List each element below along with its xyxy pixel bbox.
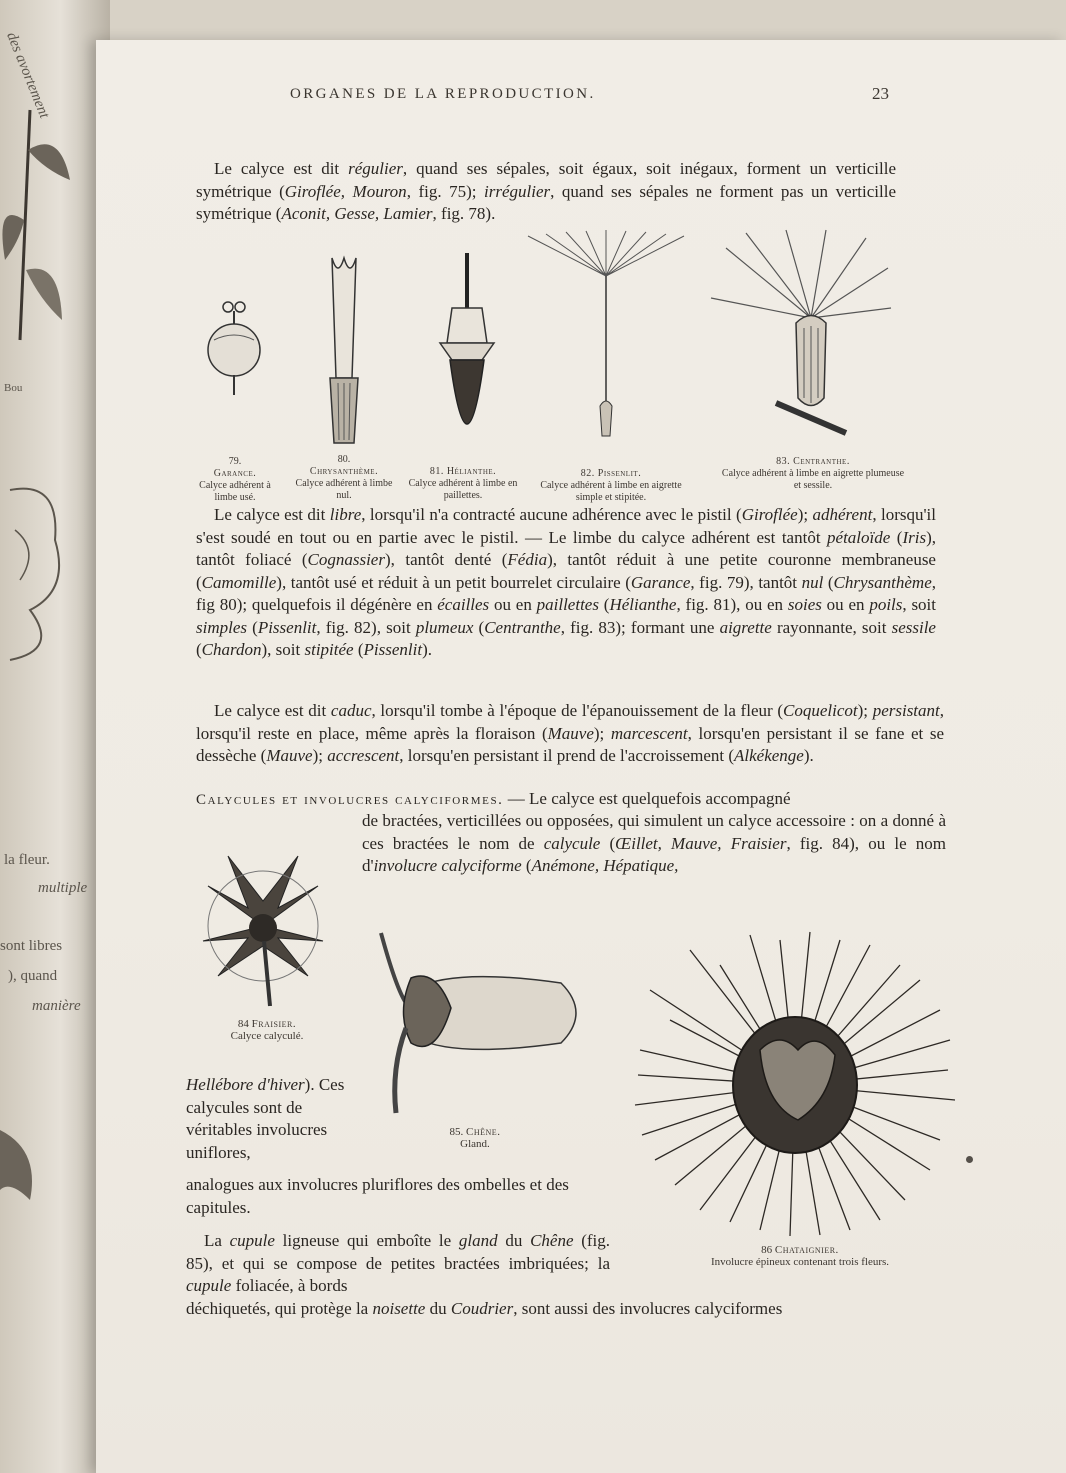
italic-term: Chêne (530, 1231, 574, 1250)
text-run: ); (857, 701, 873, 720)
italic-term: Pissenlit (363, 640, 423, 659)
italic-term: sessile (891, 617, 936, 637)
caption-fig-81 (408, 466, 518, 502)
caption-description: Gland. (460, 1138, 490, 1150)
text-run: ( (247, 617, 258, 637)
italic-term: libre (329, 505, 362, 524)
left-facing-page (0, 0, 110, 1473)
text-run: ( (890, 527, 903, 547)
caption-name: Chataignier. (774, 1244, 839, 1256)
left-page-bird-illustration (0, 1120, 40, 1210)
text-run: ), tantôt usé et réduit à un petit bourrelet circulaire ( (276, 572, 631, 592)
text-run: ); (593, 723, 611, 743)
ink-speck (966, 1156, 973, 1163)
figure-81-helianthe (432, 248, 502, 458)
figure-80-chrysantheme (314, 248, 374, 448)
caption-number: 81. Hélianthe. (429, 466, 497, 477)
italic-term: simples (196, 617, 247, 637)
paragraph-cupule-last-line (186, 1298, 992, 1321)
italic-term: soies (787, 595, 822, 614)
left-page-fragment: sont libres (0, 938, 63, 954)
caption-name: Fraisier. (251, 1018, 297, 1030)
caption-number: 86 (761, 1244, 773, 1256)
text-run: ( (353, 640, 364, 659)
text-run: , fig. 75); (406, 181, 485, 201)
italic-term: involucre calyciforme (373, 856, 522, 875)
italic-term: Anémone, Hépatique, (531, 856, 679, 875)
caption-number: 83. Centranthe. (776, 456, 850, 467)
paragraph-calycules-end: analogues aux involucres pluriflores des ombelles et des capitules. (186, 1175, 569, 1217)
caption-number: 79. (228, 456, 242, 467)
text-run: Le calyce est dit (214, 159, 349, 178)
text-run: ( (473, 617, 485, 637)
italic-term: noisette (372, 1299, 426, 1318)
caption-fig-85 (430, 1126, 520, 1150)
italic-term: calycule (543, 833, 601, 853)
text-run: , fig. 81), ou en (676, 595, 788, 614)
italic-term: écailles (437, 595, 490, 614)
italic-term: plumeux (415, 617, 474, 637)
text-run: ligneuse qui emboîte le (274, 1231, 459, 1250)
italic-term: régulier (348, 159, 403, 178)
text-run: déchiquetés, qui protège la (186, 1299, 373, 1318)
text-run: , fig. 84), ou le nom d' (362, 833, 946, 875)
text-run: foliacée, à bords (231, 1276, 348, 1295)
caption-number: 85. (449, 1126, 464, 1138)
italic-term: persistant (872, 701, 940, 720)
left-page-fragment: ), quand (8, 968, 58, 984)
text-run: ), tantôt réduit à une petite couronne membraneuse ( (196, 550, 936, 592)
caption-description: Calyce calyculé. (230, 1030, 304, 1042)
text-run: ), tantôt foliacé ( (196, 527, 936, 569)
paragraph-calycules-first-line (196, 788, 946, 812)
caption-description: Involucre épineux contenant trois fleurs. (710, 1256, 890, 1268)
text-run: , fig. 83); formant une (560, 617, 720, 637)
paragraph-cupule (186, 1230, 610, 1298)
text-run: ( (521, 856, 532, 875)
text-run: ). (422, 640, 432, 659)
figure-84-fraisier (188, 846, 338, 1011)
text-run: , sont aussi des involucres calyciformes (513, 1299, 783, 1318)
caption-description: Calyce adhérent à limbe en paillettes. (408, 478, 518, 501)
left-page-fragment: des avortement (3, 30, 53, 121)
text-run: ( (598, 595, 610, 614)
text-run: , lorsqu'en persistant il se fane et se dessèche ( (196, 723, 944, 765)
paragraph-calycules-continued (186, 1074, 358, 1164)
italic-term: cupule (229, 1231, 275, 1250)
text-run: Le calyce est dit (214, 701, 331, 720)
text-run: , lorsqu'il s'est soudé en tout ou en partie avec le pistil. — Le limbe du calyce adhérent est tantôt (196, 505, 936, 547)
paragraph-calyce-regulier (196, 158, 896, 226)
italic-term: marcescent (610, 723, 688, 743)
italic-term: Cognassier (307, 550, 385, 569)
italic-term: Giroflée (741, 505, 798, 524)
text-run: , lorsqu'il reste en place, même après la floraison ( (196, 701, 944, 743)
italic-term: Mauve (266, 746, 313, 765)
italic-term: Aconit, Gesse, Lamier (281, 204, 433, 223)
text-run: , fig 80); quelquefois il dégénère en (196, 572, 937, 614)
italic-term: Hélianthe (609, 595, 677, 614)
text-run: (fig. 85), et qui se compose de petites bractées imbriquées; la (186, 1231, 611, 1273)
text-run: , lorsqu'il tombe à l'époque de l'épanouissement de la fleur ( (371, 701, 783, 720)
italic-term: Chrysanthème (833, 572, 932, 592)
italic-term: cupule (186, 1276, 232, 1295)
italic-term: irrégulier (484, 181, 551, 201)
text-run: rayonnante, soit (771, 617, 892, 637)
italic-term: paillettes (536, 595, 599, 614)
caption-description: Calyce adhérent à limbe usé. (199, 480, 271, 503)
text-run: du (497, 1231, 531, 1250)
paragraph-calycules-body (362, 810, 946, 878)
italic-term: Hellébore d'hiver (186, 1075, 305, 1094)
caption-fig-86 (680, 1244, 920, 1268)
italic-term: aigrette (719, 617, 772, 637)
italic-term: gland (458, 1231, 498, 1250)
left-page-flower-illustration (0, 470, 70, 670)
italic-term: Alkékenge (734, 746, 804, 765)
figure-86-chataignier (630, 930, 960, 1240)
figure-85-chene (376, 928, 596, 1118)
text-run: ); (312, 746, 328, 765)
paragraph-calyce-caduc (196, 700, 944, 768)
italic-term: adhérent (812, 505, 873, 524)
caption-fig-82 (536, 468, 686, 504)
text-run: ). Ces calycules sont de véritables involucres uniflores, (186, 1075, 345, 1162)
italic-term: nul (801, 572, 824, 592)
italic-term: pétaloïde (827, 527, 891, 547)
text-run: ou en (821, 595, 870, 614)
italic-term: Œillet, Mauve, Fraisier (615, 833, 787, 853)
text-run: ), tantôt denté ( (384, 550, 508, 569)
section-heading: Calycules et involucres calyciformes. (196, 792, 504, 808)
italic-term: Mauve (547, 723, 594, 743)
italic-term: Garance (630, 572, 691, 592)
text-run: ); (797, 505, 813, 524)
italic-term: Fédia (507, 550, 548, 569)
italic-term: Pissenlit (257, 617, 317, 637)
left-page-plant-illustration (0, 90, 80, 350)
text-run: ( (823, 572, 834, 592)
page-number: 23 (872, 84, 889, 103)
figure-83-centranthe (706, 228, 896, 438)
text-run: du (425, 1299, 451, 1318)
caption-number: 80. (337, 454, 351, 465)
text-run: La (204, 1231, 230, 1250)
text-run: ou en (489, 595, 537, 614)
caption-fig-84 (212, 1018, 322, 1042)
caption-fig-80 (294, 454, 394, 502)
text-run: ( (196, 640, 202, 659)
text-run: , fig. 78). (432, 204, 496, 223)
italic-term: Coquelicot (783, 701, 858, 720)
text-run: , fig. 82), soit (316, 617, 416, 637)
text-run: ), soit (261, 640, 305, 659)
italic-term: Giroflée, Mouron (284, 181, 407, 201)
text-run: , lorsqu'en persistant il prend de l'accroissement ( (399, 746, 734, 765)
caption-name: Garance. (213, 468, 257, 479)
italic-term: Chardon (201, 640, 262, 659)
text-run: , fig. 79), tantôt (690, 572, 802, 592)
italic-term: Camomille (201, 572, 277, 592)
text-run: , quand ses sépales ne forment pas un verticille symétrique ( (196, 181, 896, 223)
caption-name: Chêne. (466, 1126, 501, 1138)
caption-description: Calyce adhérent à limbe en aigrette simple et stipitée. (540, 480, 682, 503)
italic-term: accrescent (327, 746, 400, 765)
text-run: , soit (902, 595, 937, 614)
left-page-fragment: la fleur. (4, 852, 50, 868)
caption-number: 82. Pissenlit. (580, 468, 642, 479)
text-run: ( (600, 833, 616, 853)
italic-term: Coudrier (450, 1299, 514, 1318)
caption-description: Calyce adhérent à limbe nul. (295, 478, 393, 501)
caption-description: Calyce adhérent à limbe en aigrette plumeuse et sessile. (721, 468, 905, 491)
left-page-fragment: manière (32, 998, 81, 1014)
text-run: ). (803, 746, 814, 765)
left-page-fragment: Bou (4, 382, 23, 394)
left-page-fragment: multiple (38, 880, 88, 896)
running-head: ORGANES DE LA REPRODUCTION. (290, 86, 596, 102)
figure-82-pissenlit (526, 226, 686, 446)
text-run: Le calyce est dit (214, 505, 330, 524)
text-run: , lorsqu'il n'a contracté aucune adhérence avec le pistil ( (361, 505, 742, 524)
italic-term: Iris (902, 527, 927, 547)
italic-term: stipitée (304, 640, 354, 659)
italic-term: Centranthe (484, 617, 561, 637)
text-run: de bractées, verticillées ou opposées, qui simulent un calyce accessoire : on a donné à ces bractées le nom de (362, 811, 946, 853)
italic-term: poils (869, 595, 903, 614)
caption-fig-79 (190, 456, 280, 504)
caption-number: 84 (237, 1018, 249, 1030)
caption-fig-83 (718, 456, 908, 492)
text-run: , quand ses sépales, soit égaux, soit inégaux, forment un verticille symétrique ( (196, 159, 897, 201)
italic-term: caduc (330, 701, 372, 720)
paragraph-calycules-lead: — Le calyce est quelquefois accompagné (503, 789, 791, 808)
figure-79-garance (200, 295, 270, 405)
paragraph-calyce-libre (196, 504, 936, 662)
caption-name: Chrysanthème. (309, 466, 379, 477)
